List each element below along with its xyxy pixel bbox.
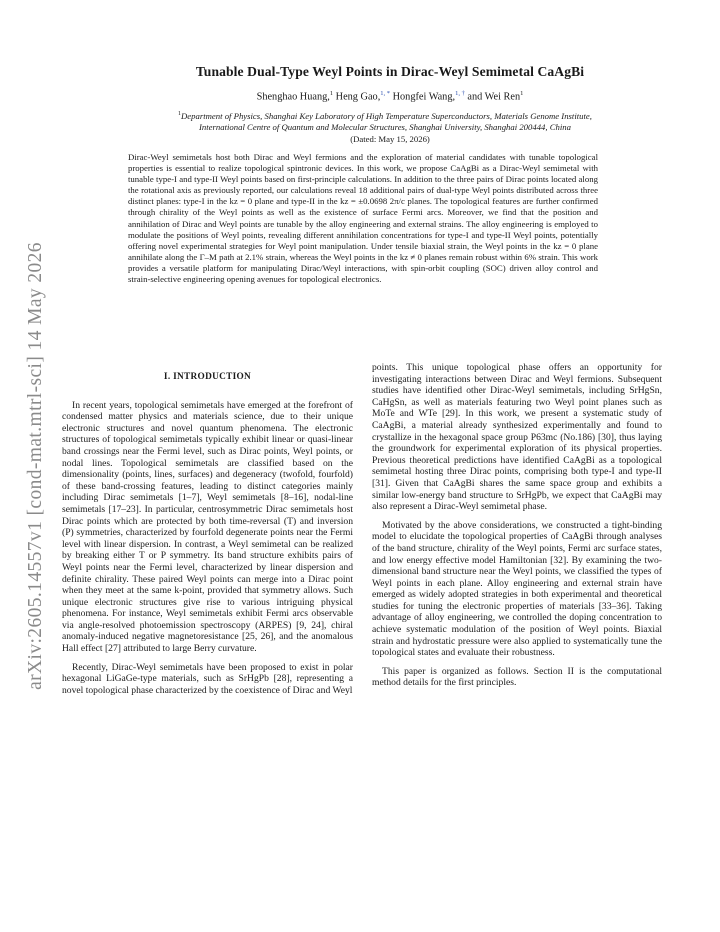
dated-line: (Dated: May 15, 2026) [350, 134, 430, 144]
affiliation-mark: 1 [178, 111, 182, 117]
body-paragraph: This paper is organized as follows. Section II is the computational method details for the first principles. [372, 665, 662, 689]
author-name: and Wei Ren [467, 91, 521, 103]
right-column [372, 362, 662, 689]
affiliation-line: International Centre of Quantum and Molecular Structures, Shanghai University, Shanghai 200444, China [199, 122, 571, 133]
author-list [60, 90, 720, 102]
body-paragraph: In recent years, topological semimetals have emerged at the forefront of condensed matter physics and materials science, due to their unique electronic structures and novel quantum phenomena. The electronic structures of topological semimetals typically exhibit linear or quasi-linear band crossings near the Fermi level, such as Dirac points, Weyl points, or nodal lines. Topological semimetals are classified based on the dimensionality (points, lines, surfaces) and degeneracy (twofold, fourfold) of these band-crossing features, leading to distinct categories mainly including Dirac semimetals [1–7], Weyl semimetals [8–16], nodal-line semimetals [17–23]. In particular, centrosymmetric Dirac semimetals host Dirac points which are protected by both time-reversal (T) and inversion (P) symmetries, characterized by fourfold degenerate points near the Fermi level with linear dispersion. In contrast, a Weyl semimetal can be realized by breaking either T or P symmetry. Its band structure exhibits pairs of Weyl points near the Fermi level, characterized by linear dispersion and definite chirality. These paired Weyl points can merge into a Dirac point when they meet at the same k-point, provided that symmetry allows. Such unique electronic structures give rise to various intriguing physical phenomena. For instance, Weyl semimetals exhibit Fermi arcs observable via angle-resolved photoemission spectroscopy (ARPES) [9, 24], chiral anomaly-induced negative magnetoresistance [25, 26], and the anomalous Hall effect [27] attributed to large Berry curvature. [62, 399, 353, 655]
author-name: Shenghao Huang, [256, 91, 330, 103]
arxiv-identifier-text: arXiv:2605.14557v1 [cond-mat.mtrl-sci] 14 May 2026 [25, 242, 46, 690]
affiliation-line: Department of Physics, Shanghai Key Laboratory of High Temperature Superconductors, Materials Genome Institute, [181, 110, 592, 121]
left-column [62, 362, 353, 696]
author-affiliation-mark: 1 [329, 90, 334, 97]
author-name: Hongfei Wang, [392, 91, 456, 103]
body-paragraph: points. This unique topological phase offers an opportunity for investigating interactions between Dirac and Weyl fermions. Subsequent studies have identified other Dirac-Weyl semimetals, including SrHgSn, CaHgSn, as well as materials featuring two Weyl point planes such as MoTe and WTe [29]. In this work, we present a systematic study of CaAgBi, a material already synthesized experimentally and found to crystallize in the hexagonal space group P63mc (No.186) [30], thus laying the groundwork for experimental exploration of its physical properties. Previous theoretical predictions have identified CaAgBi as a topological semimetal hosting three Dirac points, comprising both type-I and type-II [31]. Given that CaAgBi shares the same space group and exhibits a similar low-energy band structure to SrHgPb, we expect that CaAgBi may also represent a Dirac-Weyl semimetal phase. [372, 362, 662, 513]
body-paragraph: Motivated by the above considerations, we constructed a tight-binding model to elucidate the topological properties of CaAgBi through analyses of the band structure, chirality of the Weyl points, Fermi arc surface states, and low energy effective model Hamiltonian [32]. By examining the two-dimensional band structure near the Weyl points, we classified the types of Weyl points in each plane. Alloy engineering and external strain have emerged as widely adopted strategies in both experimental and theoretical studies for tuning the electronic properties of materials [33–36]. Taking advantage of alloy engineering, we controlled the doping concentration to achieve systematic modulation of the position of Weyl points. Biaxial strain and hydrostatic pressure were also applied to systematically tune the topological states and evaluate their robustness. [372, 519, 662, 659]
section-heading: I. INTRODUCTION [163, 372, 252, 382]
abstract: Dirac-Weyl semimetals host both Dirac and Weyl fermions and the exploration of material candidates with tunable topological properties is essential to realize topological spintronic devices. In this work, we propose CaAgBi as a Dirac-Weyl semimetal with tunable type-I and type-II Weyl points based on first-principle calculations. In addition to the three pairs of Dirac points located along the rotational axis as previously reported, our calculations reveal 18 additional pairs of dual-type Weyl points distributed across three distinct planes: type-I in the kz = 0 plane and type-II in the kz = ±0.0698 2π/c planes. The topological features are further confirmed through chirality of the Weyl points as well as the existence of surface Fermi arcs. Moreover, we find that the position and annihilation of Dirac and Weyl points are tunable by the alloy engineering and external strains. The alloy engineering is employed to modulate the positions of Weyl points, revealing different annihilation concentrations for type-I and type-II Weyl points, potentially offering novel experimental strategies for Weyl point manipulation. Under tensile biaxial strain, the Weyl points in the kz = 0 plane annihilate along the Γ–M path at 2.1% strain, whereas the Weyl points in the kz ≠ 0 planes remain robust within 6% strain. This work provides a versatile platform for manipulating Dirac/Weyl interactions, with spin-orbit coupling (SOC) driven alloy control and strain-selective engineering opening avenues for topological electronics. [128, 152, 598, 285]
author-affiliation-mark: 1 [520, 90, 524, 97]
affiliation [80, 109, 690, 134]
author-affiliation-mark: 1, * [380, 90, 391, 97]
paper-title: Tunable Dual-Type Weyl Points in Dirac-Weyl Semimetal CaAgBi [195, 64, 585, 79]
arxiv-identifier-stamp [24, 236, 48, 696]
author-affiliation-mark: 1, † [455, 90, 465, 97]
body-paragraph: Recently, Dirac-Weyl semimetals have been proposed to exist in polar hexagonal LiGaGe-type materials, such as SrHgPb [28], representing a novel topological phase characterized by the coexistence of Dirac and Weyl [62, 661, 353, 696]
author-name: Heng Gao, [335, 91, 381, 103]
